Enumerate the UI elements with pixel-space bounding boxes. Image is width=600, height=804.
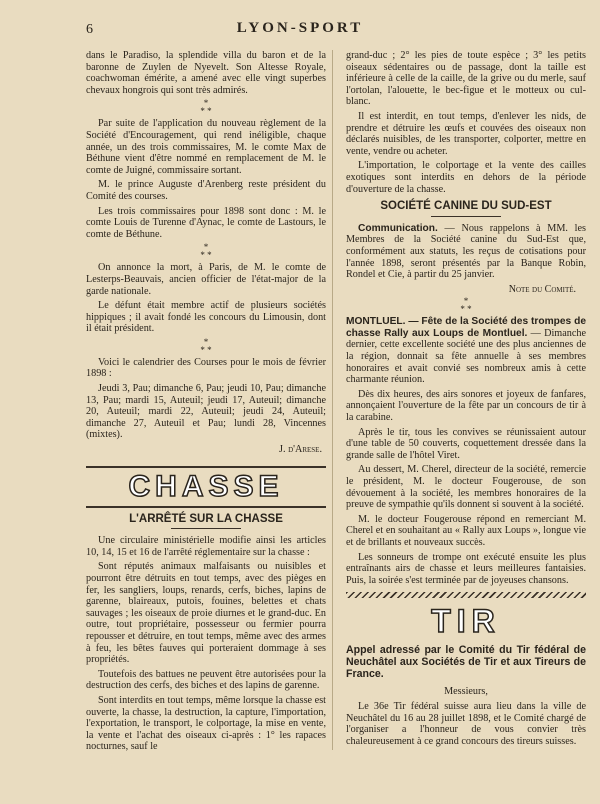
paragraph: Le 36e Tir fédéral suisse aura lieu dans la ville de Neuchâtel du 16 au 28 juillet 1898, et le Comité chargé de l'organiser a l'honneur de vous convier très chaleureusement à ce grand concours des tireurs suisses.	[346, 700, 586, 747]
section-banner-chasse	[86, 466, 326, 508]
salutation: Messieurs,	[444, 686, 488, 698]
left-column	[86, 50, 326, 756]
section-title-tir: TIR	[431, 603, 501, 640]
paragraph: Voici le calendrier des Courses pour le mois de février 1898 :	[86, 356, 326, 380]
asterism: * * *	[200, 336, 212, 355]
page-header	[0, 18, 600, 40]
montluel-label: MONTLUEL. — Fête de la Société des trompes de chasse Rally aux Loups de Montluel.	[346, 316, 586, 339]
column-divider	[332, 50, 333, 750]
ornamental-divider	[346, 592, 586, 598]
section-heading-canine: SOCIÉTÉ CANINE DU SUD-EST	[346, 201, 586, 217]
article-subhead: L'ARRÊTÉ SUR LA CHASSE	[86, 514, 326, 530]
paragraph: M. le prince Auguste d'Arenberg reste président du Comité des courses.	[86, 179, 326, 202]
paragraph: Dès dix heures, des airs sonores et joyeux de fanfares, annonçaient l'ouverture de la fête par un concours de tir à la carabine.	[346, 388, 586, 424]
asterism: * * *	[200, 242, 212, 261]
note-signature: Note du Comité.	[508, 283, 576, 295]
paragraph: Le défunt était membre actif de plusieurs sociétés hippiques ; il avait fondé les concours du Limousin, dont il était président.	[86, 300, 326, 335]
paragraph: Toutefois des battues ne peuvent être autorisées pour la destruction des cerfs, des biches et des lapins de garenne.	[86, 668, 326, 692]
paragraph: L'importation, le colportage et la vente des cailles exotiques sont interdits en dehors de la période d'ouverture de la chasse.	[346, 160, 586, 195]
paragraph: Par suite de l'application du nouveau règlement de la Société d'Encouragement, qui rend inéligible, chaque année, un des trois commissaires, M. le comte Max de Béthune vient d'être nommé en remplacement de M. le comte de Juigné, commissaire sortant.	[86, 118, 326, 176]
communication-text: — Nous rappelons à MM. les Membres de la Société canine du Sud-Est que, conformément aux statuts, les reçus de cotisations pour l'année 1898, seront présentés par la Banque Robin, Rondel et Cie, à partir du 25 janvier.	[346, 222, 586, 281]
appeal-heading: Appel adressé par le Comité du Tir fédéral de Neuchâtel aux Sociétés de Tir et aux Tireurs de France.	[346, 644, 586, 681]
paragraph: Les sonneurs de trompe ont exécuté ensuite les plus entraînants airs de chasse et leurs meilleures fantaisies. Puis, la soirée s'est terminée par de joyeuses chansons.	[346, 551, 586, 586]
paragraph: Après le tir, tous les convives se réunissaient autour d'une table de 50 couverts, coquettement dressée dans la grande salle de l'hôtel Viret.	[346, 426, 586, 461]
paragraph: Au dessert, M. Cherel, directeur de la société, remercie le président, M. le docteur Fougerouse, de son dévouement à la société, les membres honoraires de la preuve de sympathie qu'ils donnent si souvent à la société.	[346, 464, 586, 511]
right-column	[346, 50, 586, 750]
paragraph: Sont interdits en tout temps, même lorsque la chasse est ouverte, la chasse, la destruction, la capture, l'importation, l'exportation, le transport, le colportage, la mise en vente, la vente et l'achat des oiseaux ci-après : 1° les rapaces nocturnes, sauf le	[86, 694, 326, 753]
paragraph: dans le Paradiso, la splendide villa du baron et de la baronne de Zuylen de Nyevelt. Son Altesse Royale, coachwoman émérite, a amené avec elle vingt superbes chevaux hongrois qui sont très admirés.	[86, 50, 326, 96]
paragraph: Une circulaire ministérielle modifie ainsi les articles 10, 14, 15 et 16 de l'arrêté réglementaire sur la chasse :	[86, 535, 326, 558]
masthead: LYON-SPORT	[236, 20, 364, 36]
page-number: 6	[86, 22, 93, 37]
paragraph: M. le docteur Fougerouse répond en remerciant M. Cherel et en souhaitant au « Rally aux Loups », longue vie et de brillants et nouveaux succès.	[346, 513, 586, 548]
signature: J. d'Arese.	[279, 444, 322, 456]
paragraph-communication	[346, 223, 586, 281]
asterism: * * *	[200, 98, 212, 117]
paragraph: Les trois commissaires pour 1898 sont donc : M. le comte Louis de Turenne d'Aynac, le comte de Lastours, le comte de Béthune.	[86, 205, 326, 240]
section-title: CHASSE	[128, 469, 284, 503]
paragraph-montluel	[346, 316, 586, 386]
paragraph: On annonce la mort, à Paris, de M. le comte de Lesterps-Beauvais, ancien officier de l'état-major de la garde nationale.	[86, 262, 326, 297]
paragraph: Jeudi 3, Pau; dimanche 6, Pau; jeudi 10, Pau; dimanche 13, Pau; mardi 15, Auteuil; jeudi 17, Auteuil; dimanche 20, Auteuil; mardi 22, Auteuil; jeudi 24, Auteuil; dimanche 27, Auteuil et Pau; lundi 28, Vincennes (mixtes).	[86, 383, 326, 441]
communication-label: Communication.	[358, 222, 438, 234]
paragraph: Sont réputés animaux malfaisants ou nuisibles et pourront être détruits en tout temps, avec des pièges en fer, les sangliers, loups, renards, cerfs, biches, lapins de garenne, blaireaux, putois, fouines, belettes et chats sauvages ; les oiseaux de proie diurnes et le grand-duc. En outre, tout propriétaire, possesseur ou fermier pourra repousser et détruire, en tout temps, même avec des armes à feu, les bêtes fauves qui porteraient dommage à ses propriétés.	[86, 561, 326, 666]
paragraph: grand-duc ; 2° les pies de toute espèce ; 3° les petits oiseaux sédentaires ou de passage, dont la taille est inférieure à celle de la caille, de la grive ou du merle, sauf l'ortolan, l'alouette, le bec-figue et le motteux ou cul-blanc.	[346, 50, 586, 108]
asterism: * * *	[460, 296, 472, 315]
paragraph: Il est interdit, en tout temps, d'enlever les nids, de prendre et détruire les œufs et couvées des oiseaux non déclarés nuisibles, de les transporter, colporter, mettre en vente, vendre ou acheter.	[346, 110, 586, 157]
montluel-text: — Dimanche dernier, cette excellente société une des plus anciennes de la région, donnait sa fête annuelle à ses membres honoraires et avait convié ses nombreux amis à cette charmante réunion.	[346, 327, 586, 386]
